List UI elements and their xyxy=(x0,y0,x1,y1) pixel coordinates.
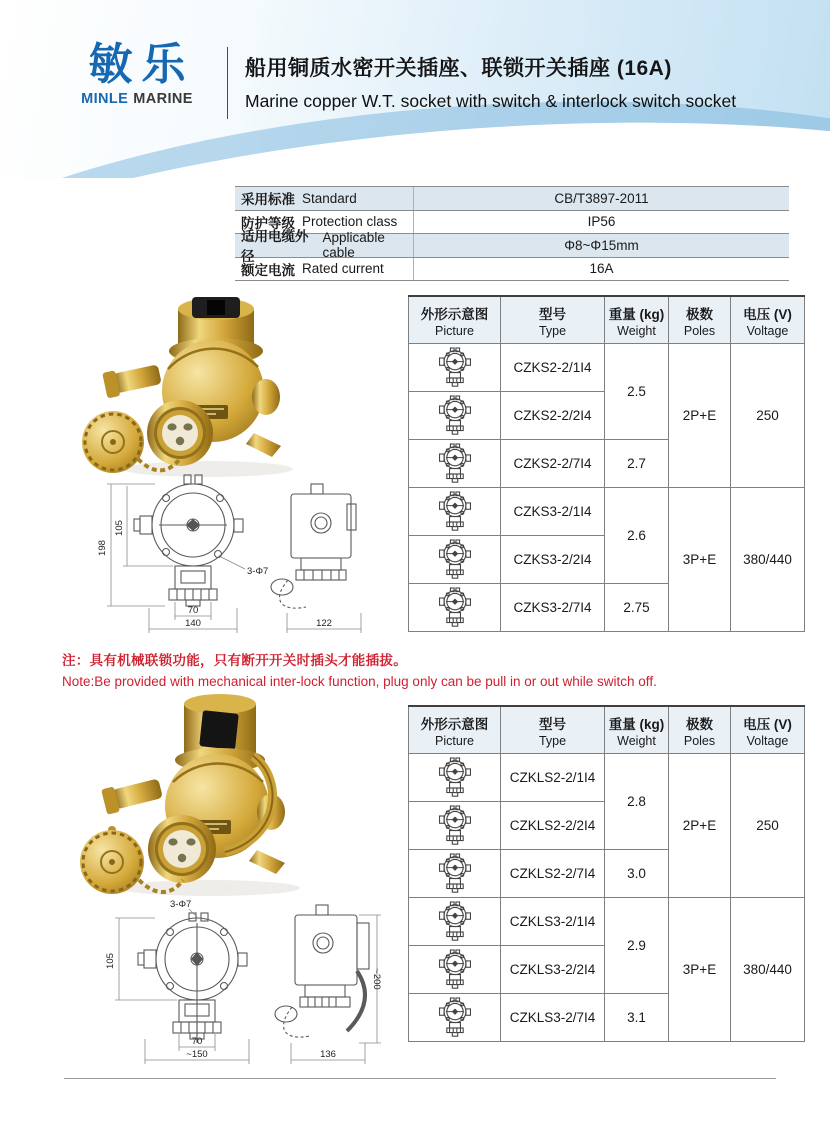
dim-width: ~150 xyxy=(186,1049,208,1060)
dimension-labels xyxy=(105,899,382,1060)
picture-cell xyxy=(409,488,501,536)
socket-front-view-icon xyxy=(435,948,475,992)
switch-slot xyxy=(199,710,239,750)
title-chinese: 船用铜质水密开关插座、联锁开关插座 (16A) xyxy=(245,57,672,80)
dim-inner-width: 70 xyxy=(191,1036,203,1047)
picture-cell xyxy=(409,536,501,584)
col-voltage: 电压 (V) Voltage xyxy=(731,296,805,344)
product-photo-interlock-switch-socket xyxy=(55,688,345,900)
dim-inner-height: 105 xyxy=(114,520,125,536)
table-row xyxy=(409,344,805,392)
voltage-cell: 250 xyxy=(731,344,805,488)
voltage-cell: 380/440 xyxy=(731,488,805,632)
voltage-cell: 380/440 xyxy=(731,898,805,1042)
picture-cell xyxy=(409,392,501,440)
header-divider xyxy=(227,47,228,119)
voltage-cell: 250 xyxy=(731,754,805,898)
specs-row-standard xyxy=(235,187,789,211)
socket-front-view-icon xyxy=(435,346,475,390)
logo-chinese-text: 敏乐 xyxy=(88,40,195,89)
mounting-foot xyxy=(249,850,285,874)
weight-cell: 2.5 xyxy=(605,344,669,440)
specs-label-zh: 额定电流 xyxy=(241,262,295,278)
drawing-outline xyxy=(134,475,356,608)
col-voltage: 电压 (V) Voltage xyxy=(731,706,805,754)
product-photo-switch-socket xyxy=(58,285,338,480)
type-cell: CZKS2-2/2I4 xyxy=(501,392,605,440)
dim-side-width: 122 xyxy=(316,618,332,629)
note-english: Note:Be provided with mechanical inter-lock function, plug only can be pull in or out while switch off. xyxy=(62,674,657,689)
specs-value: Φ8~Φ15mm xyxy=(413,234,789,257)
table-row xyxy=(409,898,805,946)
dimension-drawing-czkls xyxy=(85,893,395,1073)
table-row xyxy=(409,754,805,802)
dimension-labels xyxy=(97,520,332,629)
dim-holes: 3-Φ7 xyxy=(170,899,192,910)
dim-holes: 3-Φ7 xyxy=(247,566,269,577)
interlock-note xyxy=(62,649,772,689)
page-title xyxy=(245,52,810,112)
picture-cell xyxy=(409,344,501,392)
title-english: Marine copper W.T. socket with switch & interlock switch socket xyxy=(245,91,737,111)
type-cell: CZKS3-2/2I4 xyxy=(501,536,605,584)
product-table-czks xyxy=(408,295,805,632)
dim-width: 140 xyxy=(185,618,201,629)
dimension-drawing-czks xyxy=(85,468,395,640)
specs-label-en: Applicable cable xyxy=(322,230,385,261)
col-picture: 外形示意图 Picture xyxy=(409,706,501,754)
picture-cell xyxy=(409,802,501,850)
picture-cell xyxy=(409,850,501,898)
specs-label-zh: 适用电缆外径 xyxy=(241,229,309,265)
weight-cell: 3.1 xyxy=(605,994,669,1042)
socket-front-view-icon xyxy=(435,900,475,944)
table-header-row xyxy=(409,706,805,754)
specs-value: IP56 xyxy=(413,211,789,234)
col-poles: 极数 Poles xyxy=(669,296,731,344)
socket-front-view-icon xyxy=(435,490,475,534)
brand-logo xyxy=(52,42,222,107)
page-header xyxy=(0,0,830,178)
dim-side-width: 136 xyxy=(320,1049,336,1060)
poles-cell: 2P+E xyxy=(669,754,731,898)
dim-side-height: ~200 xyxy=(371,968,382,990)
col-weight: 重量 (kg) Weight xyxy=(605,706,669,754)
weight-cell: 3.0 xyxy=(605,850,669,898)
socket-front-view-icon xyxy=(435,852,475,896)
logo-subtitle xyxy=(52,91,222,107)
specs-row-cable xyxy=(235,229,789,265)
type-cell: CZKLS2-2/2I4 xyxy=(501,802,605,850)
socket-front-view-icon xyxy=(435,538,475,582)
dim-inner-height: 105 xyxy=(105,953,116,969)
col-poles: 极数 Poles xyxy=(669,706,731,754)
picture-cell xyxy=(409,440,501,488)
type-cell: CZKS2-2/1I4 xyxy=(501,344,605,392)
note-chinese: 注：具有机械联锁功能，只有断开开关时插头才能插拔。 xyxy=(62,653,407,668)
poles-cell: 3P+E xyxy=(669,488,731,632)
specs-label-en: Rated current xyxy=(302,261,384,277)
table-row xyxy=(409,488,805,536)
specs-label-en: Standard xyxy=(302,190,357,206)
poles-cell: 2P+E xyxy=(669,344,731,488)
specs-label xyxy=(235,229,413,265)
picture-cell xyxy=(409,754,501,802)
footer-divider xyxy=(64,1078,776,1079)
weight-cell: 2.8 xyxy=(605,754,669,850)
table-header-row xyxy=(409,296,805,344)
type-cell: CZKS2-2/7I4 xyxy=(501,440,605,488)
specs-label-en: Protection class xyxy=(302,214,398,230)
specs-value: 16A xyxy=(413,258,789,281)
picture-cell xyxy=(409,994,501,1042)
cable-gland xyxy=(102,361,162,398)
specs-row-protection xyxy=(235,211,789,235)
socket-front-view-icon xyxy=(435,442,475,486)
mounting-foot xyxy=(246,433,281,457)
specs-table xyxy=(235,186,789,281)
col-weight: 重量 (kg) Weight xyxy=(605,296,669,344)
type-cell: CZKS3-2/7I4 xyxy=(501,584,605,632)
socket-front-view-icon xyxy=(435,804,475,848)
socket-front-view-icon xyxy=(435,394,475,438)
socket-front-view-icon xyxy=(435,586,475,630)
socket-front-view-icon xyxy=(435,996,475,1040)
weight-cell: 2.75 xyxy=(605,584,669,632)
dim-height: 198 xyxy=(97,540,108,556)
specs-label xyxy=(235,187,413,210)
type-cell: CZKLS3-2/7I4 xyxy=(501,994,605,1042)
dim-inner-width: 70 xyxy=(187,605,199,616)
logo-marine: MARINE xyxy=(133,91,193,108)
protective-cap xyxy=(82,411,144,473)
specs-row-current xyxy=(235,258,789,282)
drawing-outline xyxy=(138,905,369,1043)
picture-cell xyxy=(409,584,501,632)
type-cell: CZKS3-2/1I4 xyxy=(501,488,605,536)
type-cell: CZKLS3-2/2I4 xyxy=(501,946,605,994)
weight-cell: 2.9 xyxy=(605,898,669,994)
weight-cell: 2.7 xyxy=(605,440,669,488)
picture-cell xyxy=(409,946,501,994)
socket-front-view-icon xyxy=(435,756,475,800)
type-cell: CZKLS2-2/1I4 xyxy=(501,754,605,802)
logo-minle: MINLE xyxy=(81,91,129,108)
specs-label xyxy=(235,258,413,281)
col-type: 型号 Type xyxy=(501,296,605,344)
col-type: 型号 Type xyxy=(501,706,605,754)
weight-cell: 2.6 xyxy=(605,488,669,584)
specs-label-zh: 防护等级 xyxy=(241,215,295,231)
type-cell: CZKLS3-2/1I4 xyxy=(501,898,605,946)
type-cell: CZKLS2-2/7I4 xyxy=(501,850,605,898)
col-picture: 外形示意图 Picture xyxy=(409,296,501,344)
specs-label-zh: 采用标准 xyxy=(241,192,295,208)
dimension-lines xyxy=(115,909,381,1064)
product-table-czkls xyxy=(408,705,805,1042)
poles-cell: 3P+E xyxy=(669,898,731,1042)
picture-cell xyxy=(409,898,501,946)
specs-value: CB/T3897-2011 xyxy=(413,187,789,210)
cable-gland xyxy=(101,776,164,815)
protective-cap xyxy=(80,826,144,894)
